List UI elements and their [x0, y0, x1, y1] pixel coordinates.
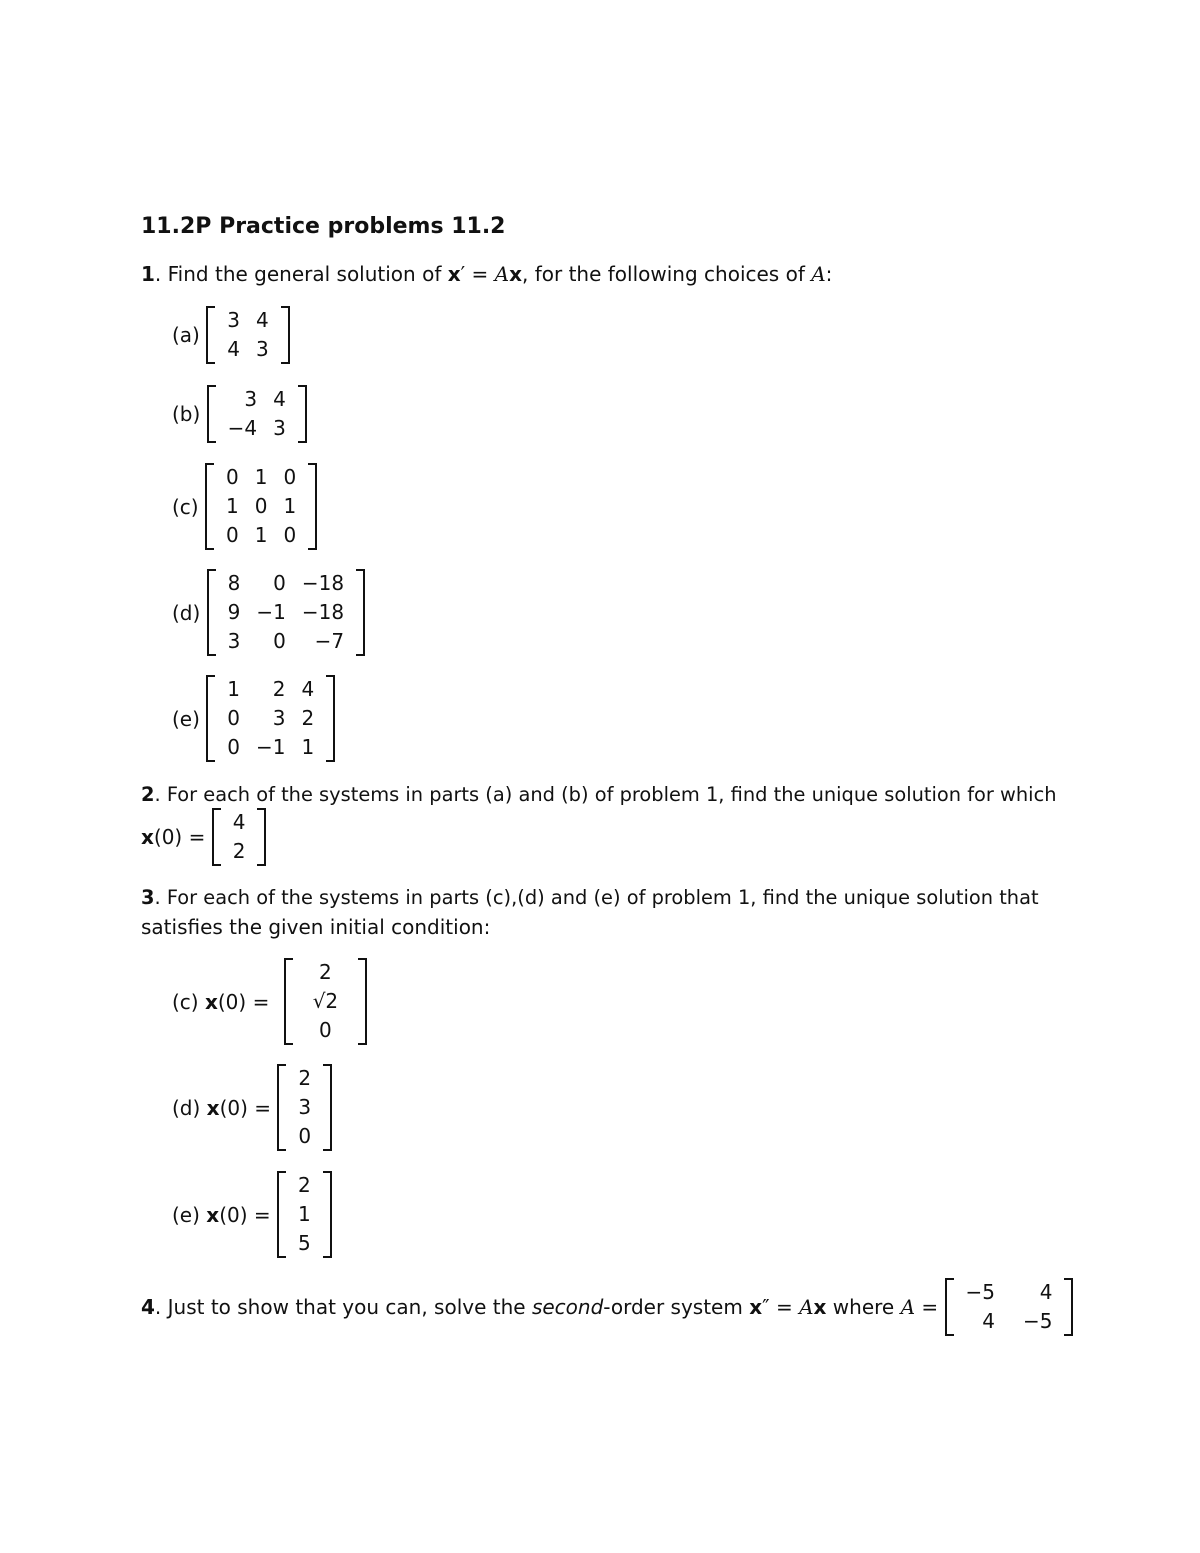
problem-2-condition	[141, 808, 266, 866]
vector-cell: 2	[298, 1173, 311, 1197]
matrix-cell: 0	[225, 523, 239, 547]
matrix-cell: −18	[301, 571, 345, 595]
left-bracket	[212, 808, 221, 866]
part-b	[172, 385, 307, 443]
vector-d	[277, 1064, 332, 1151]
vector-cell: 5	[298, 1231, 311, 1255]
problem-4-text-mid: -order system	[603, 1295, 750, 1319]
part-label: (a)	[172, 323, 200, 347]
var-x: x	[206, 1202, 220, 1227]
condition-eq: (0) =	[153, 825, 206, 849]
matrix-e	[206, 675, 335, 762]
matrix-cell: 1	[301, 735, 315, 759]
var-A: A	[494, 262, 510, 286]
condition-lhs	[172, 1096, 271, 1120]
left-bracket	[206, 306, 215, 364]
matrix-cell: 0	[227, 735, 241, 759]
matrix-cell: 9	[227, 600, 241, 624]
matrix-cell: 0	[273, 571, 286, 595]
condition-eq: (0) =	[217, 989, 270, 1014]
var-x: x	[749, 1295, 763, 1319]
colon: :	[825, 262, 833, 286]
left-bracket	[207, 385, 216, 443]
right-bracket	[298, 385, 307, 443]
matrix-cell: 0	[254, 494, 268, 518]
right-bracket	[323, 1171, 332, 1258]
matrix-cell: 2	[301, 706, 315, 730]
condition-lhs	[141, 825, 205, 849]
matrix-cell: −5	[1023, 1309, 1053, 1333]
problem-4-text: . Just to show that you can, solve the	[154, 1295, 532, 1319]
left-bracket	[277, 1171, 286, 1258]
var-x: x	[509, 262, 523, 286]
matrix-d	[207, 569, 365, 656]
matrix-cell: −18	[301, 600, 345, 624]
right-bracket	[323, 1064, 332, 1151]
problem-4-statement	[141, 1278, 1073, 1336]
matrix-cell: −1	[256, 735, 286, 759]
vector-cell: 0	[319, 1018, 332, 1042]
matrix-cell: 1	[254, 523, 268, 547]
matrix-cell: 8	[227, 571, 241, 595]
matrix-cell: 0	[227, 706, 241, 730]
var-A: A	[799, 1295, 814, 1319]
matrix-cell: −1	[256, 600, 286, 624]
left-bracket	[205, 463, 214, 550]
matrix-a	[206, 306, 289, 364]
condition-d	[172, 1064, 332, 1151]
part-label: (e)	[172, 706, 200, 731]
part-d	[172, 569, 365, 656]
left-bracket	[207, 569, 216, 656]
condition-eq: (0) =	[219, 1202, 271, 1227]
problem-4-number: 4	[141, 1295, 155, 1319]
matrix-cell: 3	[227, 629, 241, 653]
var-x: x	[204, 989, 218, 1014]
left-bracket	[277, 1064, 286, 1151]
matrix-cell: 4	[273, 387, 286, 411]
matrix-cell: 1	[254, 465, 268, 489]
page-title: 11.2P Practice problems 11.2	[141, 214, 506, 239]
condition-eq: (0) =	[219, 1095, 272, 1120]
matrix-cell: 4	[227, 337, 240, 361]
condition-e	[172, 1171, 332, 1258]
matrix-cell: 4	[255, 308, 269, 332]
vector-cell: 2	[319, 960, 332, 984]
matrix-cell: −7	[314, 629, 345, 653]
problem-3-number: 3	[141, 886, 155, 909]
equals: =	[769, 1295, 800, 1319]
matrix-cell: 0	[225, 465, 239, 489]
condition-c	[172, 958, 367, 1045]
problem-2-statement	[141, 783, 1057, 806]
problem-1-statement	[141, 262, 832, 286]
equals: =	[465, 262, 495, 286]
matrix-cell: 4	[1039, 1280, 1053, 1304]
var-x: x	[447, 262, 461, 286]
left-bracket	[206, 675, 215, 762]
vector-cell: 1	[298, 1202, 311, 1226]
part-label: (b)	[172, 402, 201, 426]
matrix-cell: −5	[965, 1280, 995, 1304]
problem-1-text-tail: , for the following choices of	[522, 262, 812, 286]
matrix-cell: 3	[227, 308, 240, 332]
matrix-cell: 0	[283, 465, 297, 489]
matrix-cell: 1	[225, 494, 239, 518]
matrix-cell: 1	[283, 494, 297, 518]
vector-cell: 2	[232, 839, 246, 863]
problem-3-text: . For each of the systems in parts (c),(d) and (e) of problem 1, find the unique solution that	[154, 886, 1039, 909]
left-bracket	[945, 1278, 954, 1336]
part-label: (d)	[172, 600, 201, 625]
matrix-cell: 4	[301, 677, 315, 701]
matrix-c	[205, 463, 317, 550]
problem-3-statement-line2: satisfies the given initial condition:	[141, 915, 491, 939]
problem-2-number: 2	[141, 783, 155, 806]
part-c	[172, 463, 317, 550]
italic-word: second	[531, 1295, 604, 1319]
problem-3-statement	[141, 886, 1039, 909]
part-label: (c)	[172, 989, 205, 1014]
problem-1-number: 1	[141, 262, 155, 286]
problem-2-text: . For each of the systems in parts (a) and (b) of problem 1, find the unique solution for which	[154, 783, 1057, 806]
right-bracket	[1064, 1278, 1073, 1336]
right-bracket	[356, 569, 365, 656]
matrix-cell: 2	[272, 677, 286, 701]
condition-lhs	[172, 1203, 271, 1227]
vector-cell: 4	[232, 810, 246, 834]
equals: =	[915, 1295, 939, 1319]
prime-mark: ′	[460, 262, 466, 286]
matrix-cell: 4	[982, 1309, 995, 1333]
matrix-cell: 0	[273, 629, 286, 653]
vector-e	[277, 1171, 332, 1258]
matrix-cell: −4	[227, 416, 258, 440]
condition-lhs	[172, 990, 269, 1014]
right-bracket	[308, 463, 317, 550]
vector-c	[284, 958, 367, 1045]
left-bracket	[284, 958, 293, 1045]
double-prime-mark: ″	[762, 1295, 770, 1319]
vector-cell: 3	[298, 1095, 312, 1119]
vector-cell: 0	[298, 1124, 312, 1148]
matrix-cell: 3	[244, 387, 258, 411]
problem-4-text-wrap	[141, 1295, 938, 1319]
part-e	[172, 675, 335, 762]
part-label: (e)	[172, 1202, 207, 1227]
matrix-cell: 1	[227, 677, 241, 701]
part-label: (c)	[172, 494, 199, 519]
where-word: where	[826, 1295, 901, 1319]
var-x: x	[813, 1295, 827, 1319]
matrix-b	[207, 385, 307, 443]
vector-cell: √2	[312, 989, 339, 1013]
right-bracket	[281, 306, 290, 364]
matrix-cell: 3	[272, 706, 286, 730]
part-label: (d)	[172, 1095, 207, 1120]
var-A: A	[900, 1295, 916, 1319]
right-bracket	[358, 958, 367, 1045]
matrix-cell: 3	[255, 337, 269, 361]
right-bracket	[326, 675, 335, 762]
var-A: A	[811, 262, 826, 286]
vector-cell: 2	[298, 1066, 312, 1090]
vector-x0	[212, 808, 267, 866]
var-x: x	[141, 825, 154, 849]
problem-1-text: . Find the general solution of	[154, 262, 448, 286]
matrix-cell: 0	[283, 523, 297, 547]
right-bracket	[257, 808, 266, 866]
var-x: x	[206, 1095, 220, 1120]
matrix-p4	[945, 1278, 1074, 1336]
matrix-cell: 3	[273, 416, 286, 440]
part-a	[172, 306, 290, 364]
